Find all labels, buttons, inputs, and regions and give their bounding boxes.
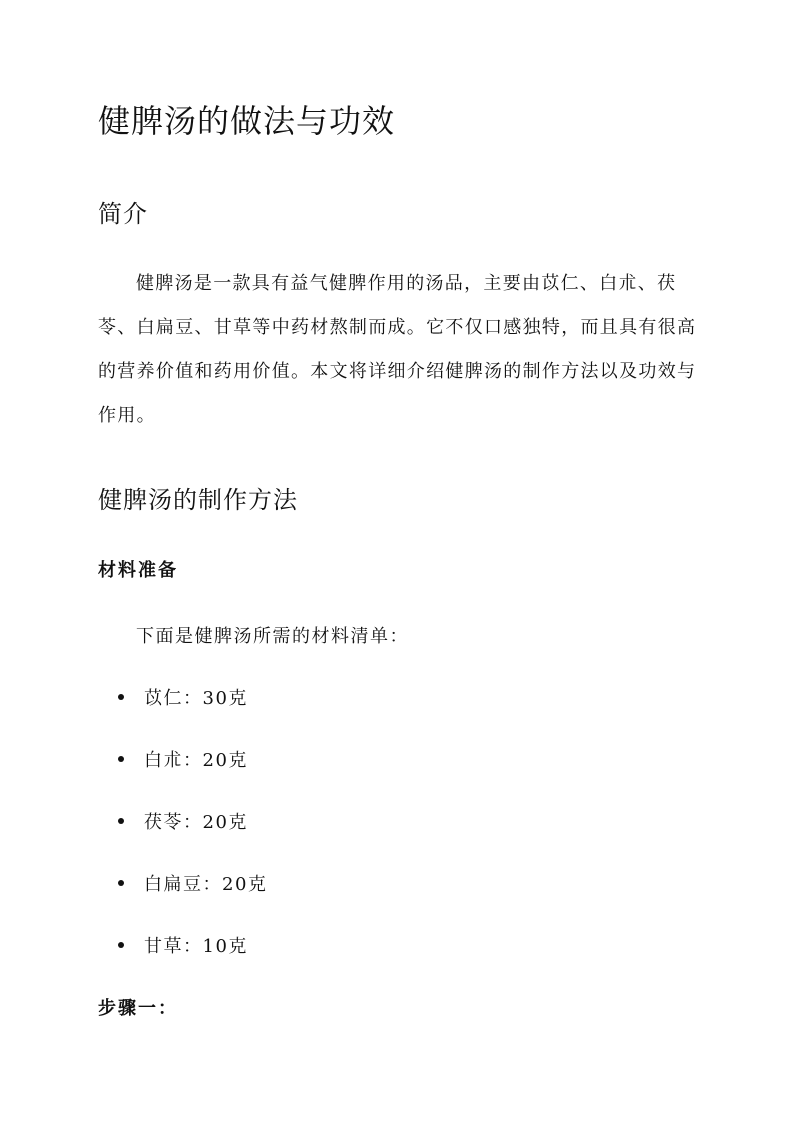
- bullet-icon: [118, 818, 124, 824]
- list-item-text: 茯苓：20克: [144, 812, 248, 833]
- list-item: [118, 684, 248, 710]
- list-item: [118, 870, 267, 896]
- list-item-text: 甘草：10克: [144, 936, 248, 957]
- list-item-text: 苡仁：30克: [144, 688, 248, 709]
- list-item: [118, 932, 248, 958]
- materials-lead: 下面是健脾汤所需的材料清单：: [136, 626, 409, 647]
- list-item-text: 白扁豆：20克: [144, 874, 268, 895]
- materials-heading: 材料准备: [98, 560, 178, 581]
- page-title: 健脾汤的做法与功效: [98, 102, 396, 140]
- list-item: [118, 808, 248, 834]
- intro-paragraph: 健脾汤是一款具有益气健脾作用的汤品，主要由苡仁、白朮、茯苓、白扁豆、甘草等中药材熬制而成。它不仅口感独特，而且具有很高的营养价值和药用价值。本文将详细介绍健脾汤的制作方法以及功效与作用。: [98, 273, 697, 426]
- bullet-icon: [118, 694, 124, 700]
- intro-heading: 简介: [98, 200, 148, 228]
- method-heading: 健脾汤的制作方法: [98, 486, 298, 514]
- bullet-icon: [118, 756, 124, 762]
- list-item-text: 白朮：20克: [144, 750, 248, 771]
- bullet-icon: [118, 880, 124, 886]
- bullet-icon: [118, 942, 124, 948]
- list-item: [118, 746, 248, 772]
- step1-heading: 步骤一：: [98, 998, 178, 1019]
